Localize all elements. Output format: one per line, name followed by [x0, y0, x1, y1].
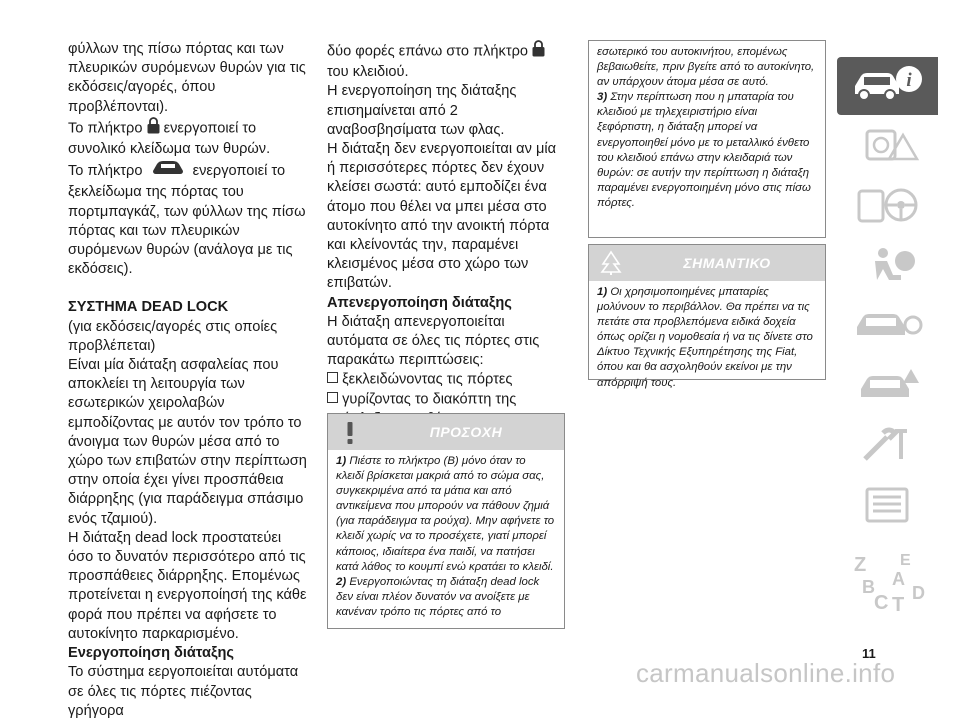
- tab-warning-lights[interactable]: [837, 119, 938, 175]
- text: δύο φορές επάνω στο πλήκτρο: [327, 43, 528, 60]
- paragraph: Η διάταξη δεν ενεργοποιείται αν μία ή περισσότερες πόρτες δεν έχουν κλείσει σωστά: αυτό εμποδίζει ένα άτομο που θέλει να μπει μέσα στο αυτοκίνητο από την ανοικτή πόρτα και κλείνοντάς την, παραμένει κλεισμένος μέσα στο χώρο των επιβατών.: [327, 141, 557, 292]
- index-icon: [848, 549, 928, 620]
- warning-lights-icon: [853, 125, 923, 170]
- note-number: 2): [336, 575, 347, 588]
- important-box-body: [589, 281, 825, 395]
- index-letter: A: [891, 568, 905, 589]
- note-number: 3): [597, 91, 608, 104]
- watermark: carmanualsonline.info: [636, 658, 896, 688]
- car-info-icon: [851, 64, 925, 109]
- index-letter: E: [899, 551, 911, 569]
- index-letter: T: [891, 593, 904, 615]
- tab-start-driving[interactable]: [837, 299, 938, 355]
- checkbox-bullet-icon: [327, 390, 338, 409]
- paragraph: Η ενεργοποίηση της διάταξης επισημαίνεται από 2 αναβοσβησίματα των φλας.: [327, 83, 517, 138]
- column-1: [68, 40, 308, 721]
- airbag-icon: [853, 245, 923, 290]
- text: Το πλήκτρο: [68, 163, 143, 180]
- paragraph: Το σύστημα εεργοποιείται αυτόματα σε όλες τις πόρτες πιέζοντας γρήγορα: [68, 664, 299, 719]
- warning-box-continued: [588, 40, 826, 238]
- warning-box-body: [328, 450, 564, 624]
- page-number: 11: [862, 646, 876, 661]
- bullet-item: [327, 370, 567, 390]
- tab-technical-data[interactable]: [837, 479, 938, 535]
- tab-car-info[interactable]: [837, 57, 938, 115]
- paragraph: (για εκδόσεις/αγορές στις οποίες προβλέπεται): [68, 318, 278, 354]
- section-heading: Ενεργοποίηση διάταξης: [68, 645, 234, 662]
- section-heading: ΣΥΣΤΗΜΑ DEAD LOCK: [68, 299, 229, 316]
- tab-airbag[interactable]: [837, 239, 938, 295]
- note-text: Στην περίπτωση που η μπαταρία του κλειδιού με τηλεχειριστήριο είναι ξεφόρτιστη, η διάταξη μπορεί να ενεργοποιηθεί μόνο με το μεταλλικό ένθετο του κλειδιού επάνω στην κλειδαριά των θυρών: σε αυτήν την περίπτωση η διάταξη παραμένει ενεργοποιημένη μόνο στις πίσω πόρτες.: [597, 91, 811, 209]
- text: γυρίζοντας το διακόπτη της: [342, 391, 517, 408]
- lock-icon: [147, 117, 160, 140]
- note-text: Ενεργοποιώντας τη διάταξη dead lock δεν είναι πλέον δυνατόν να ανοίξετε με κανέναν τρόπο τις πόρτες από το: [336, 575, 540, 618]
- text: ενεργοποιεί το συνολικό κλείδωμα των θυρών.: [68, 120, 271, 158]
- note-text: Οι χρησιμοποιημένες μπαταρίες μολύνουν το περιβάλλον. Θα πρέπει να τις πετάτε στα προβλεπόμενα ειδικά δοχεία όπως ορίζει η νομοθεσία ή να τις δίνετε στο Δίκτυο Τεχνικής Εξυπηρέτησης της Fiat, όπου και θα ασχοληθούν εκείνοι με την απόρριψή τους.: [597, 286, 813, 389]
- tab-index[interactable]: [837, 547, 938, 621]
- index-letter: C: [873, 591, 888, 614]
- important-box-title: ΣΗΜΑΝΤΙΚΟ: [683, 255, 771, 271]
- note-text: Πιέστε το πλήκτρο (B) μόνο όταν το κλειδί βρίσκεται μακριά από το σώμα σας, συγκεκριμένα από τα μάτια και από αντικείμενα που μπορούν να πάθουν ζημιά (για παράδειγμα τα ρούχα). Μην αφήνετε το κλειδί χωρίς να το προσέχετε, γιατί μπορεί κάποιος, ιδιαίτερα ένα παιδί, να πατήσει κατά λάθος το κουμπί ενώ κρατάει το κλειδί.: [336, 455, 555, 573]
- note-text: εσωτερικό του αυτοκινήτου, επομένως βεβαιωθείτε, πριν βγείτε από το αυτοκίνητο, αν υπάρχουν άτομα μέσα σε αυτό.: [597, 46, 815, 89]
- paragraph: [68, 159, 308, 279]
- warning-box-continued-body: [589, 41, 825, 215]
- index-letter: D: [911, 582, 925, 603]
- car-start-icon: [853, 305, 923, 350]
- text: ξεκλειδώνοντας τις πόρτες: [342, 371, 513, 388]
- van-rear-icon: [151, 159, 185, 183]
- tab-maintenance[interactable]: [837, 419, 938, 475]
- note-number: 1): [336, 455, 347, 467]
- warning-box: [327, 413, 565, 629]
- lock-icon: [532, 40, 545, 63]
- wrench-icon: [853, 425, 923, 470]
- specs-icon: [853, 485, 923, 530]
- paragraph: Είναι μία διάταξη ασφαλείας που αποκλείει τη λειτουργία των εσωτερικών χειρολαβών εμποδίζοντας με αυτόν τον τρόπο το άνοιγμα των θυρών μέσα από το χώρο των επιβατών στην περίπτωση στην οποία έχει γίνει προσπάθεια διάρρηξης (για παράδειγμα σπάσιμο ενός τζαμιού).: [68, 357, 307, 527]
- paragraph: [68, 117, 308, 159]
- steering-wheel-icon: [853, 185, 923, 230]
- warning-box-title: ΠΡΟΣΟΧΗ: [429, 424, 503, 440]
- important-box-header: [589, 245, 825, 281]
- section-heading: Απενεργοποίηση διάταξης: [327, 294, 512, 311]
- paragraph: [327, 40, 567, 82]
- index-letter: Z: [853, 553, 866, 576]
- text: ενεργοποιεί το ξεκλείδωμα της πόρτας του πορτμπαγκάζ, των φύλλων της πίσω πόρτας και των πλευρικών συρόμενων θυρών (ανάλογα με τις εκδόσεις).: [68, 163, 306, 278]
- note-number: 1): [597, 286, 608, 298]
- car-breakdown-icon: [853, 365, 923, 410]
- index-letter: B: [861, 576, 875, 597]
- text: του κλειδιού.: [327, 64, 409, 81]
- text: Το πλήκτρο: [68, 120, 143, 137]
- important-box: [588, 244, 826, 389]
- column-2: [327, 40, 567, 451]
- paragraph: Η διάταξη απενεργοποιείται αυτόματα σε όλες τις πόρτες στις παρακάτω περιπτώσεις:: [327, 313, 540, 369]
- paragraph: Η διάταξη dead lock προστατεύει όσο το δυνατόν περισσότερο από τις προσπάθειες διάρρηξης. Επομένως προτείνεται η ενεργοποίησή της κάθε φορά που πρέπει να αφήσετε το αυτοκίνητο παρκαρισμένο.: [68, 529, 307, 642]
- paragraph: φύλλων της πίσω πόρτας και των πλευρικών συρόμενων θυρών για τις εκδόσεις/αγορές, όπου προβλέπονται).: [68, 41, 306, 115]
- warning-box-header: [328, 414, 564, 450]
- checkbox-bullet-icon: [327, 370, 338, 389]
- tab-emergency[interactable]: [837, 359, 938, 415]
- svg-text:i: i: [905, 69, 912, 91]
- tab-steering[interactable]: [837, 179, 938, 235]
- chapter-sidebar: [837, 57, 938, 622]
